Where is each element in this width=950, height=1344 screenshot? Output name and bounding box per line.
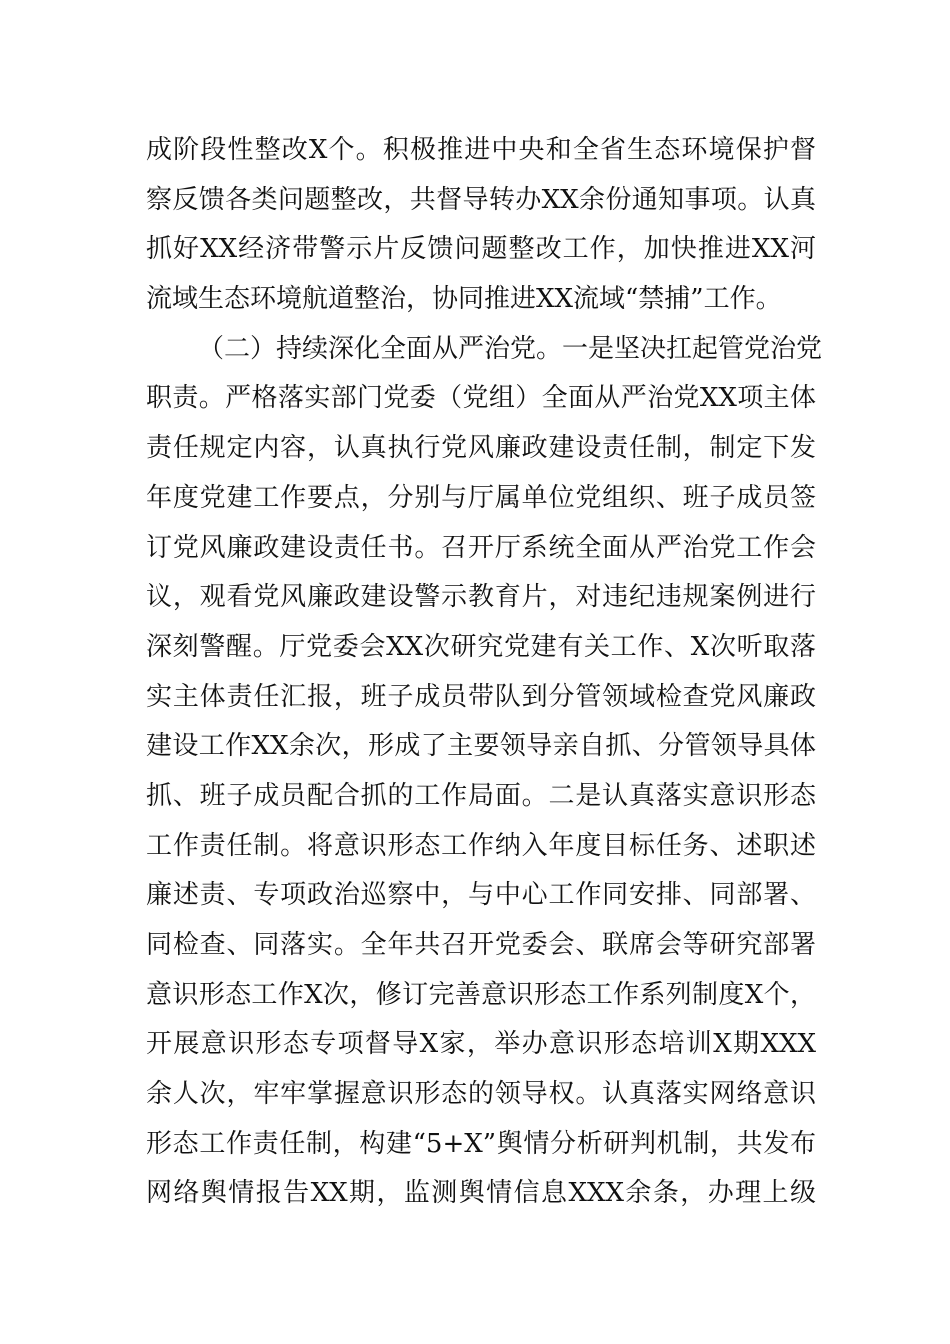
text-line: 建设工作XX余次，形成了主要领导亲自抓、分管领导具体 (146, 731, 816, 762)
text-line: 成阶段性整改X个。积极推进中央和全省生态环境保护督 (146, 135, 816, 165)
text-line: 余人次，牢牢掌握意识形态的领导权。认真落实网络意识 (146, 1079, 816, 1110)
text-line: 工作责任制。将意识形态工作纳入年度目标任务、述职述 (146, 830, 816, 861)
text-line: 流域生态环境航道整治，协同推进XX流域“禁捕”工作。 (146, 284, 782, 315)
text-line: 廉述责、专项政治巡察中，与中心工作同安排、同部署、 (146, 880, 816, 911)
text-line: 察反馈各类问题整改，共督导转办XX余份通知事项。认真 (146, 184, 816, 215)
section-heading-line: （二）持续深化全面从严治党。一是坚决扛起管党治党 (198, 333, 823, 364)
text-line: 责任规定内容，认真执行党风廉政建设责任制，制定下发 (146, 433, 816, 464)
text-line: 深刻警醒。厅党委会XX次研究党建有关工作、X次听取落 (146, 631, 816, 662)
text-line: 年度党建工作要点，分别与厅属单位党组织、班子成员签 (146, 482, 816, 513)
text-line: 议，观看党风廉政建设警示教育片，对违纪违规案例进行 (146, 582, 816, 613)
text-line: 实主体责任汇报，班子成员带队到分管领域检查党风廉政 (146, 681, 816, 712)
text-line: 形态工作责任制，构建“5+X”舆情分析研判机制，共发布 (146, 1128, 816, 1159)
text-line: 抓、班子成员配合抓的工作局面。二是认真落实意识形态 (146, 780, 816, 811)
text-line: 网络舆情报告XX期，监测舆情信息XXX余条，办理上级 (146, 1178, 816, 1209)
text-line: 抓好XX经济带警示片反馈问题整改工作，加快推进XX河 (146, 234, 816, 265)
text-line: 开展意识形态专项督导X家，举办意识形态培训X期XXX (146, 1029, 816, 1060)
text-line: 意识形态工作X次，修订完善意识形态工作系列制度X个， (146, 979, 816, 1010)
text-line: 订党风廉政建设责任书。召开厅系统全面从严治党工作会 (146, 532, 816, 563)
body-text (146, 126, 823, 1219)
text-line: 同检查、同落实。全年共召开党委会、联席会等研究部署 (146, 930, 816, 960)
text-line: 职责。严格落实部门党委（党组）全面从严治党XX项主体 (146, 383, 816, 414)
